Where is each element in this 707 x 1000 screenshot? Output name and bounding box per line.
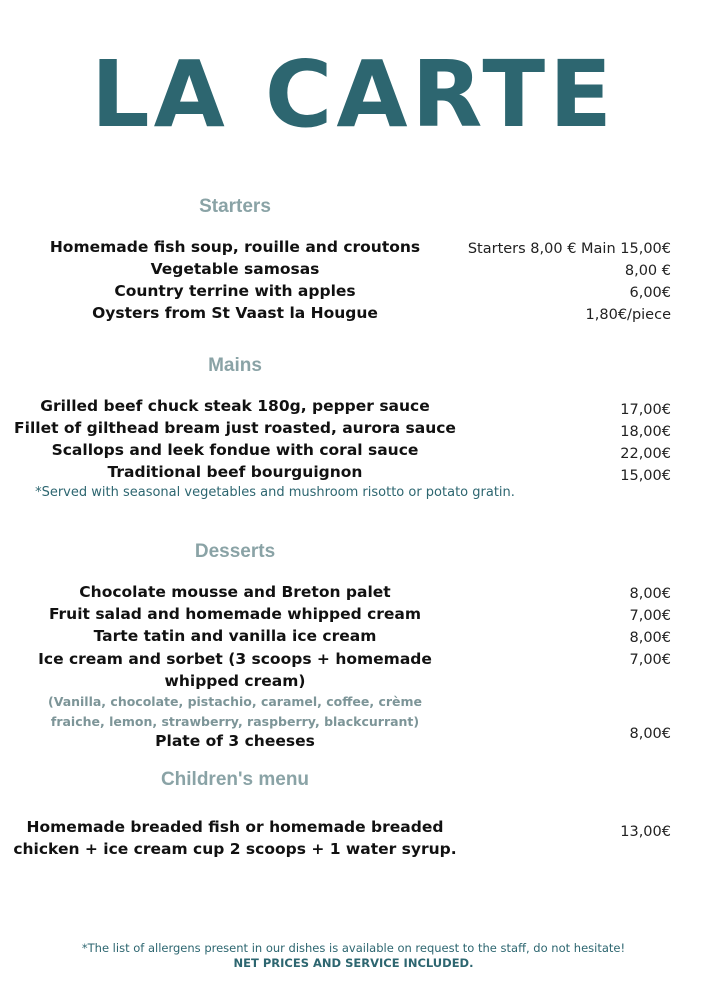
dish-name: Traditional beef bourguignon [107, 463, 363, 481]
net-prices-note: NET PRICES AND SERVICE INCLUDED. [233, 956, 474, 970]
dish-price: 18,00€ [620, 424, 671, 440]
dish-name: Fillet of gilthead bream just roasted, aurora sauce [14, 419, 456, 437]
section-heading-children: Children's menu [160, 769, 310, 790]
dish-price: 22,00€ [620, 446, 671, 462]
dish-name: Country terrine with apples [114, 282, 356, 300]
dish-name: Vegetable samosas [150, 260, 320, 278]
section-heading-desserts: Desserts [194, 541, 276, 562]
dish-name: Homemade fish soup, rouille and croutons [49, 238, 421, 256]
dish-price: 8,00€ [629, 586, 671, 602]
allergens-note: *The list of allergens present in our dishes is available on request to the staff, do not hesitate! [81, 941, 626, 955]
dish-name: Oysters from St Vaast la Hougue [92, 304, 378, 322]
dish-name: Grilled beef chuck steak 180g, pepper sauce [40, 397, 430, 415]
dish-price: 7,00€ [629, 652, 671, 668]
dish-name: Tarte tatin and vanilla ice cream [93, 627, 377, 645]
dish-price: 8,00 € [624, 263, 671, 279]
dish-name: Chocolate mousse and Breton palet [79, 583, 391, 601]
dish-price: 8,00€ [629, 630, 671, 646]
dish-name: Fruit salad and homemade whipped cream [48, 605, 422, 623]
dish-price: 7,00€ [629, 608, 671, 624]
mains-note: *Served with seasonal vegetables and mushroom risotto or potato gratin. [35, 485, 515, 500]
dish-price: 1,80€/piece [585, 307, 671, 323]
dish-price: 17,00€ [620, 402, 671, 418]
section-heading-starters: Starters [199, 196, 271, 217]
dish-name: Ice cream and sorbet (3 scoops + homemade whipped cream) [38, 650, 432, 690]
section-heading-mains: Mains [208, 355, 262, 376]
dish-price: 8,00€ [629, 726, 671, 742]
dish-price: 6,00€ [629, 285, 671, 301]
ice-cream-flavors: (Vanilla, chocolate, pistachio, caramel, coffee, crème fraiche, lemon, strawberry, raspberry, blackcurrant) [47, 694, 423, 729]
dish-price: 13,00€ [620, 824, 671, 840]
dish-name: Scallops and leek fondue with coral sauce [51, 441, 419, 459]
dish-price: Starters 8,00 € Main 15,00€ [467, 241, 671, 257]
dish-price: 15,00€ [620, 468, 671, 484]
dish-name: Plate of 3 cheeses [155, 732, 315, 750]
page-title: LA CARTE [91, 41, 616, 148]
dish-name: Homemade breaded fish or homemade breaded chicken + ice cream cup 2 scoops + 1 water syrup. [13, 818, 457, 858]
